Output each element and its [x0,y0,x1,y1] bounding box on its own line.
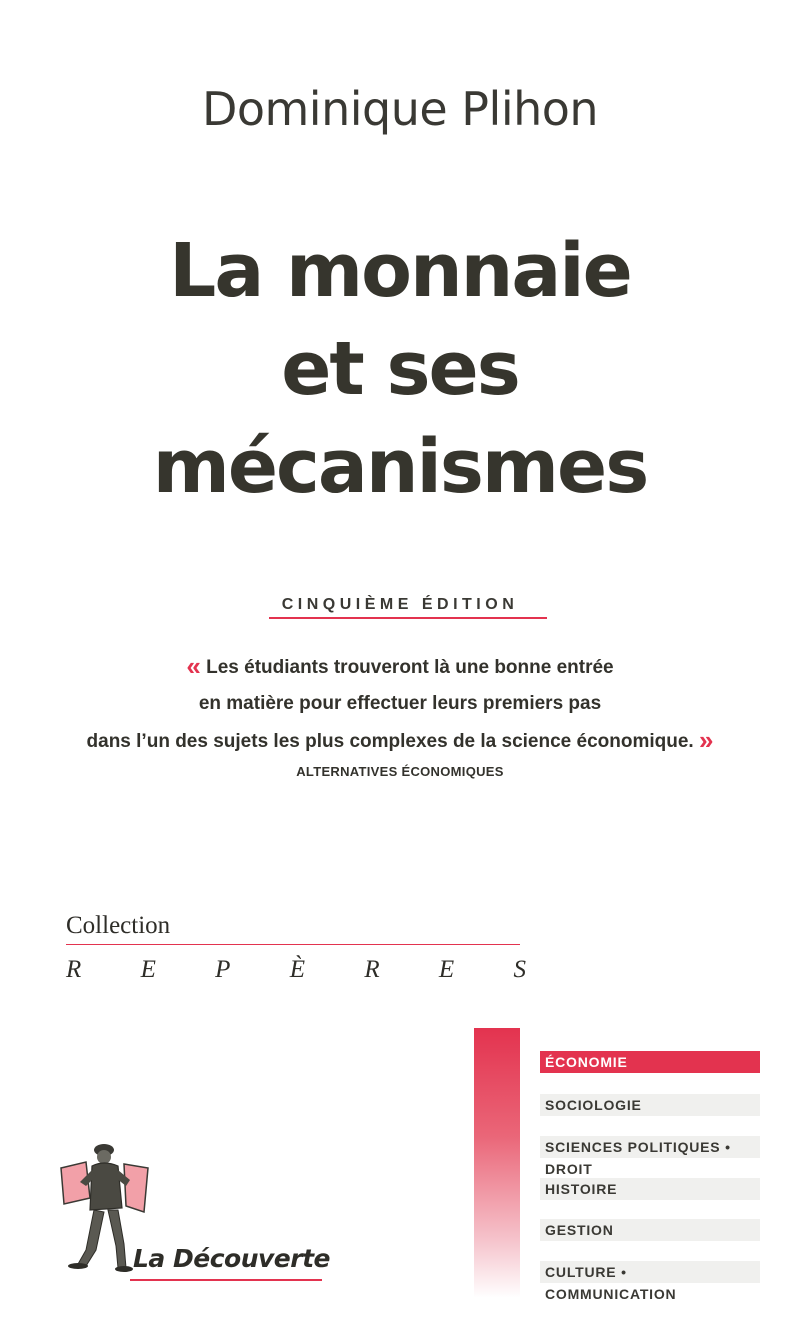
category-sciences-politiques: SCIENCES POLITIQUES • DROIT [540,1136,760,1158]
category-sociologie: SOCIOLOGIE [540,1094,760,1116]
publisher-underline [130,1279,322,1281]
author-name: Dominique Plihon [201,82,599,136]
quote-line: en matière pour effectuer leurs premiers pas [198,693,602,714]
book-title [0,222,800,516]
close-quote-mark: » [698,725,714,755]
collection-label: Collection [66,912,171,939]
category-economie: ÉCONOMIE [540,1051,760,1073]
edition-label: CINQUIÈME ÉDITION [281,596,519,613]
category-gestion: GESTION [540,1219,760,1241]
review-quote [40,648,760,760]
collection-name: R E P È R E S [66,956,526,983]
title-line: et ses [281,326,519,412]
open-quote-mark: « [186,651,201,681]
publisher-name: La Découverte [133,1244,330,1273]
collection-rule [66,944,520,945]
category-culture: CULTURE • COMMUNICATION [540,1261,760,1283]
title-line: mécanismes [152,424,648,510]
quote-source: ALTERNATIVES ÉCONOMIQUES [296,764,504,779]
edition-underline [269,617,547,619]
quote-line: « Les étudiants trouveront là une bonne entrée [186,651,614,681]
title-line: La monnaie [169,228,631,314]
category-histoire: HISTOIRE [540,1178,760,1200]
accent-bar [474,1028,520,1298]
quote-line: dans l’un des sujets les plus complexes de la science économique. » [86,725,714,755]
